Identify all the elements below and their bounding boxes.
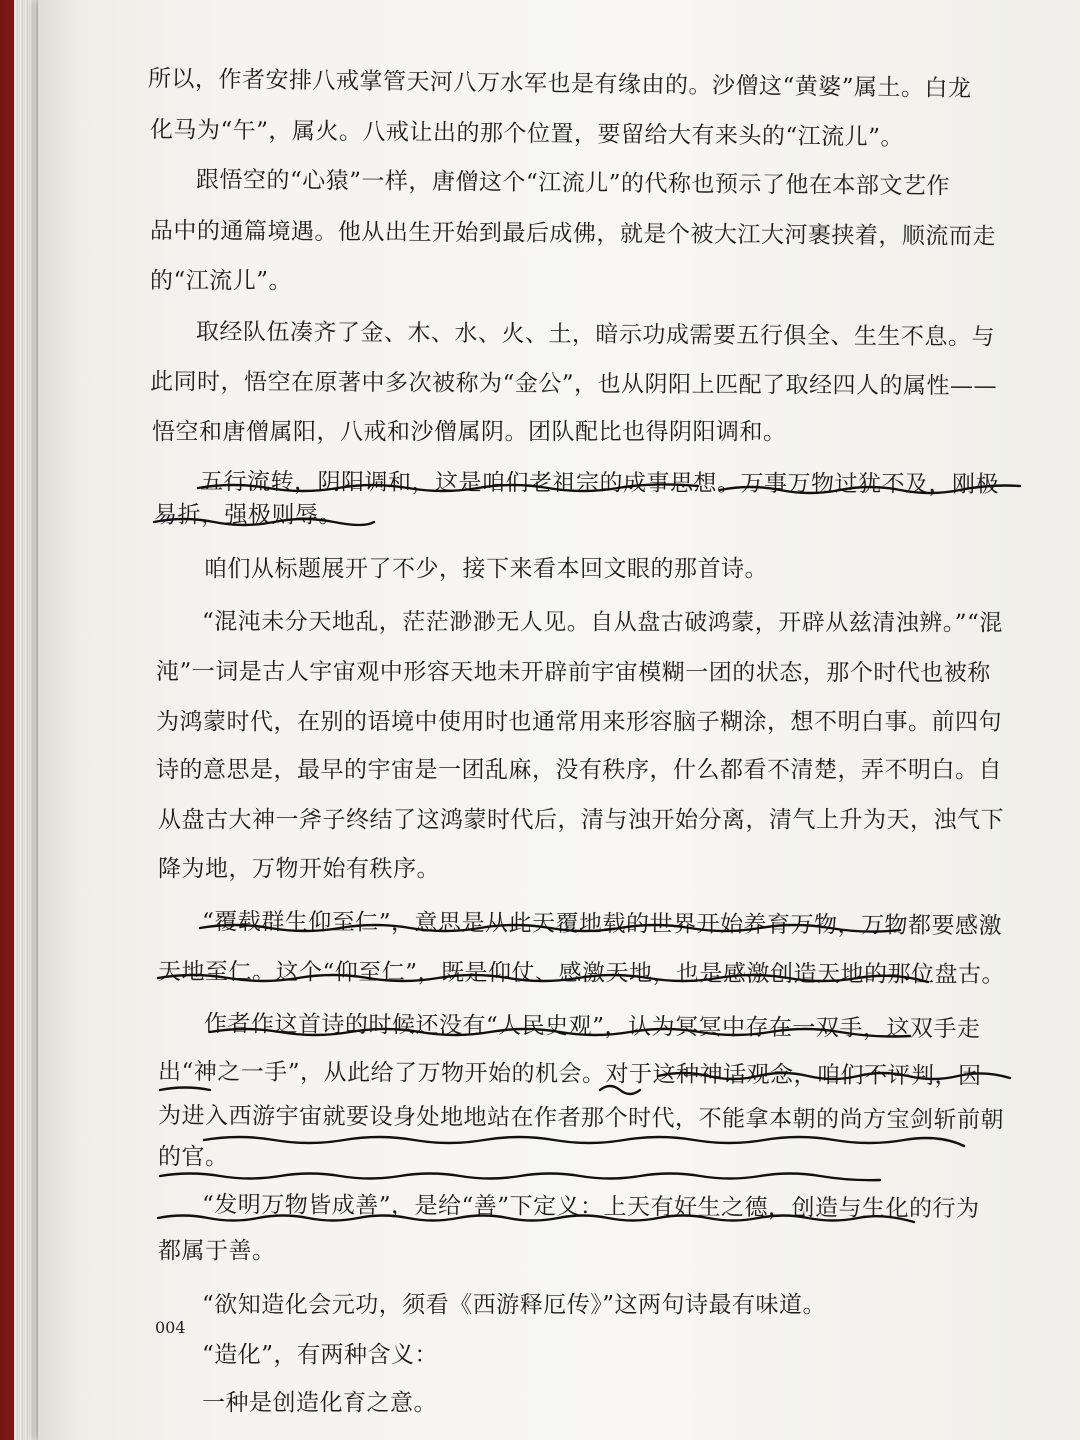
text-line: 降为地，万物开始有秩序。 xyxy=(158,856,440,882)
text-line: “发明万物皆成善”，是给“善”下定义：上天有好生之德，创造与生化的行为 xyxy=(201,1192,980,1223)
wavy-underline xyxy=(160,1088,210,1091)
text-line: “造化”，有两种含义： xyxy=(202,1342,439,1368)
text-line: “覆载群生仰至仁”，意思是从此天覆地载的世界开始养育万物，万物都要感激 xyxy=(201,909,1003,940)
page-number: 004 xyxy=(155,1318,186,1337)
wavy-underline xyxy=(658,1073,1010,1079)
text-line: 咱们从标题展开了不少，接下来看本回文眼的那首诗。 xyxy=(204,556,768,582)
text-line: 天地至仁。这个“仰至仁”，既是仰仗、感激天地，也是感激创造天地的那位盘古。 xyxy=(157,959,1006,988)
wavy-underline xyxy=(198,484,698,491)
wavy-underline xyxy=(158,1216,914,1223)
text-line: 所以，作者安排八戒掌管天河八万水军也是有缘由的。沙僧这“黄婆”属土。白龙 xyxy=(147,66,972,103)
text-line: 诗的意思是，最早的宇宙是一团乱麻，没有秩序，什么都看不清楚，弄不明白。自 xyxy=(156,757,1002,783)
text-line: 的官。 xyxy=(158,1144,229,1170)
text-line: 此同时，悟空在原著中多次被称为“金公”，也从阴阳上匹配了取经四人的属性—— xyxy=(149,369,998,400)
text-line: 易折，强极则辱。 xyxy=(154,502,342,528)
text-line: 为鸿蒙时代，在别的语境中使用时也通常用来形容脑子糊涂，想不明白事。前四句 xyxy=(156,709,1002,735)
wavy-underline xyxy=(210,1029,910,1037)
wavy-underline xyxy=(200,925,900,932)
text-line: 跟悟空的“心猿”一样，唐僧这个“江流儿”的代称也预示了他在本部文艺作 xyxy=(195,167,951,200)
text-line: 取经队伍凑齐了金、木、水、火、土，暗示功成需要五行俱全、生生不息。与 xyxy=(195,319,996,351)
wavy-underline xyxy=(160,1174,880,1181)
wavy-underline xyxy=(720,486,1020,494)
text-line: 五行流转，阴阳调和，这是咱们老祖宗的成事思想。万事万物过犹不及，刚极 xyxy=(199,469,1000,498)
text-line: “混沌未分天地乱，茫茫渺渺无人见。自从盘古破鸿蒙，开辟从兹清浊辨。”“混 xyxy=(201,609,1003,637)
text-line: 沌”一词是古人宇宙观中形容天地未开辟前宇宙模糊一团的状态，那个时代也被称 xyxy=(155,659,991,687)
text-line: 出“神之一手”，从此给了万物开始的机会。对于这种神话观念，咱们不评判，因 xyxy=(157,1059,982,1090)
text-line: 为进入西游宇宙就要设身处地地站在作者那个时代，不能拿本朝的尚方宝剑斩前朝 xyxy=(157,1103,1005,1134)
text-line: “欲知造化会元功，须看《西游释厄传》”这两句诗最有味道。 xyxy=(202,1292,827,1318)
text-line: 一种是创造化育之意。 xyxy=(202,1390,437,1416)
text-line: 的“江流儿”。 xyxy=(150,268,293,294)
text-line: 作者作这首诗的时候还没有“人民史观”，认为冥冥中存在一双手，这双手走 xyxy=(203,1011,981,1043)
text-line: 品中的通篇境遇。他从出生开始到最后成佛，就是个被大江大河裹挟着，顺流而走 xyxy=(149,218,997,250)
wavy-underline xyxy=(204,1137,964,1146)
wavy-underline xyxy=(158,975,928,982)
text-line: 化马为“午”，属火。八戒让出的那个位置，要留给大有来头的“江流儿”。 xyxy=(149,117,905,151)
text-line: 从盘古大神一斧子终结了这鸿蒙时代后，清与浊开始分离，清气上升为天，浊气下 xyxy=(158,807,1004,833)
text-line: 悟空和唐僧属阳，八戒和沙僧属阴。团队配比也得阴阳调和。 xyxy=(152,419,787,445)
ink-curl-mark xyxy=(600,1086,640,1094)
text-line: 都属于善。 xyxy=(158,1238,276,1264)
wavy-underline xyxy=(154,519,374,525)
